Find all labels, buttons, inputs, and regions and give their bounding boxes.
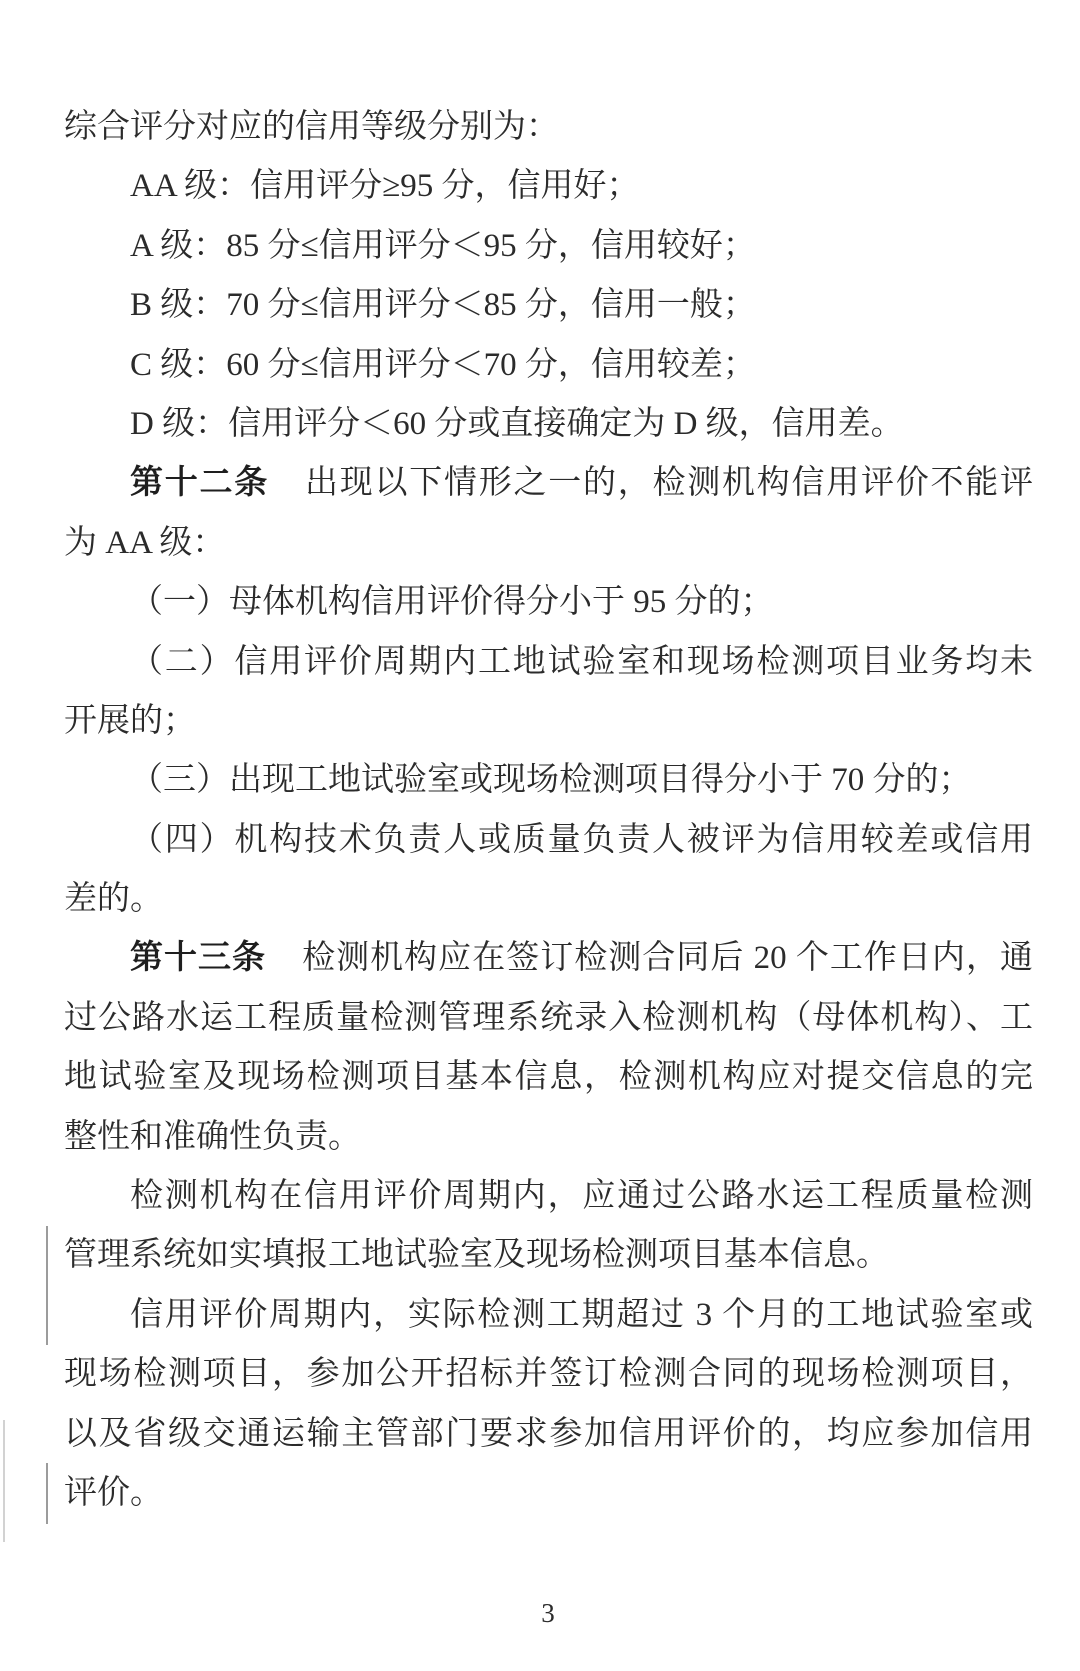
- text-line: [64, 276, 1033, 335]
- text-line: [64, 1464, 1033, 1523]
- line-text: 为 AA 级：: [64, 524, 226, 561]
- line-text: 评价。: [64, 1474, 163, 1511]
- article-heading-line: [64, 454, 1033, 513]
- text-line: [64, 217, 1033, 276]
- line-text: 检测机构应在签订检测合同后 20 个工作日内，通: [302, 940, 1033, 977]
- line-text: 信用评价周期内，实际检测工期超过 3 个月的工地试验室或: [130, 1296, 1033, 1333]
- text-line: [64, 692, 1033, 751]
- text-line: [64, 1405, 1033, 1464]
- line-text: D 级：信用评分＜60 分或直接确定为 D 级，信用差。: [130, 405, 904, 442]
- text-line: [64, 751, 1033, 810]
- text-line: [64, 811, 1033, 870]
- line-text: 综合评分对应的信用等级分别为：: [64, 109, 559, 145]
- line-text: 开展的；: [64, 702, 196, 739]
- line-text: 检测机构在信用评价周期内，应通过公路水运工程质量检测: [130, 1178, 1033, 1215]
- line-text: （一）母体机构信用评价得分小于 95 分的；: [130, 584, 774, 621]
- text-line: [64, 1226, 1033, 1285]
- revision-mark-bar: [46, 1463, 48, 1523]
- line-text: （二）信用评价周期内工地试验室和现场检测项目业务均未: [130, 643, 1033, 680]
- text-line: [64, 395, 1033, 454]
- document-body: [64, 98, 1033, 1523]
- line-text: 地试验室及现场检测项目基本信息，检测机构应对提交信息的完: [64, 1059, 1033, 1096]
- line-text: 现场检测项目，参加公开招标并签订检测合同的现场检测项目，: [64, 1356, 1033, 1393]
- text-line: [64, 1048, 1033, 1107]
- text-line: [64, 157, 1033, 216]
- revision-mark-bar: [46, 1226, 48, 1346]
- line-text: C 级：60 分≤信用评分＜70 分，信用较差；: [130, 346, 756, 383]
- text-line: [64, 870, 1033, 929]
- page-number: 3: [541, 1598, 555, 1628]
- line-text: （四）机构技术负责人或质量负责人被评为信用较差或信用: [130, 821, 1033, 858]
- text-line: [64, 573, 1033, 632]
- line-text: A 级：85 分≤信用评分＜95 分，信用较好；: [130, 227, 756, 264]
- article-number-label: 第十二条: [130, 465, 269, 502]
- line-text: AA 级：信用评分≥95 分，信用好；: [130, 168, 640, 205]
- text-line: [64, 1286, 1033, 1345]
- text-line: [64, 514, 1033, 573]
- article-heading-line: [64, 929, 1033, 988]
- line-text: 差的。: [64, 881, 163, 918]
- line-text: 管理系统如实填报工地试验室及现场检测项目基本信息。: [64, 1237, 889, 1274]
- scan-artifact-line: [3, 1420, 5, 1542]
- text-line: [64, 98, 1033, 157]
- text-line: [64, 336, 1033, 395]
- line-text: 出现以下情形之一的，检测机构信用评价不能评: [305, 465, 1033, 502]
- text-line: [64, 633, 1033, 692]
- text-line: [64, 1167, 1033, 1226]
- line-text: 整性和准确性负责。: [64, 1118, 361, 1155]
- text-line: [64, 1345, 1033, 1404]
- line-text: 过公路水运工程质量检测管理系统录入检测机构（母体机构）、工: [64, 999, 1033, 1036]
- article-number-label: 第十三条: [130, 940, 267, 977]
- line-text: （三）出现工地试验室或现场检测项目得分小于 70 分的；: [130, 762, 972, 799]
- line-text: 以及省级交通运输主管部门要求参加信用评价的，均应参加信用: [64, 1415, 1033, 1452]
- line-text: B 级：70 分≤信用评分＜85 分，信用一般；: [130, 287, 756, 324]
- text-line: [64, 1108, 1033, 1167]
- text-line: [64, 989, 1033, 1048]
